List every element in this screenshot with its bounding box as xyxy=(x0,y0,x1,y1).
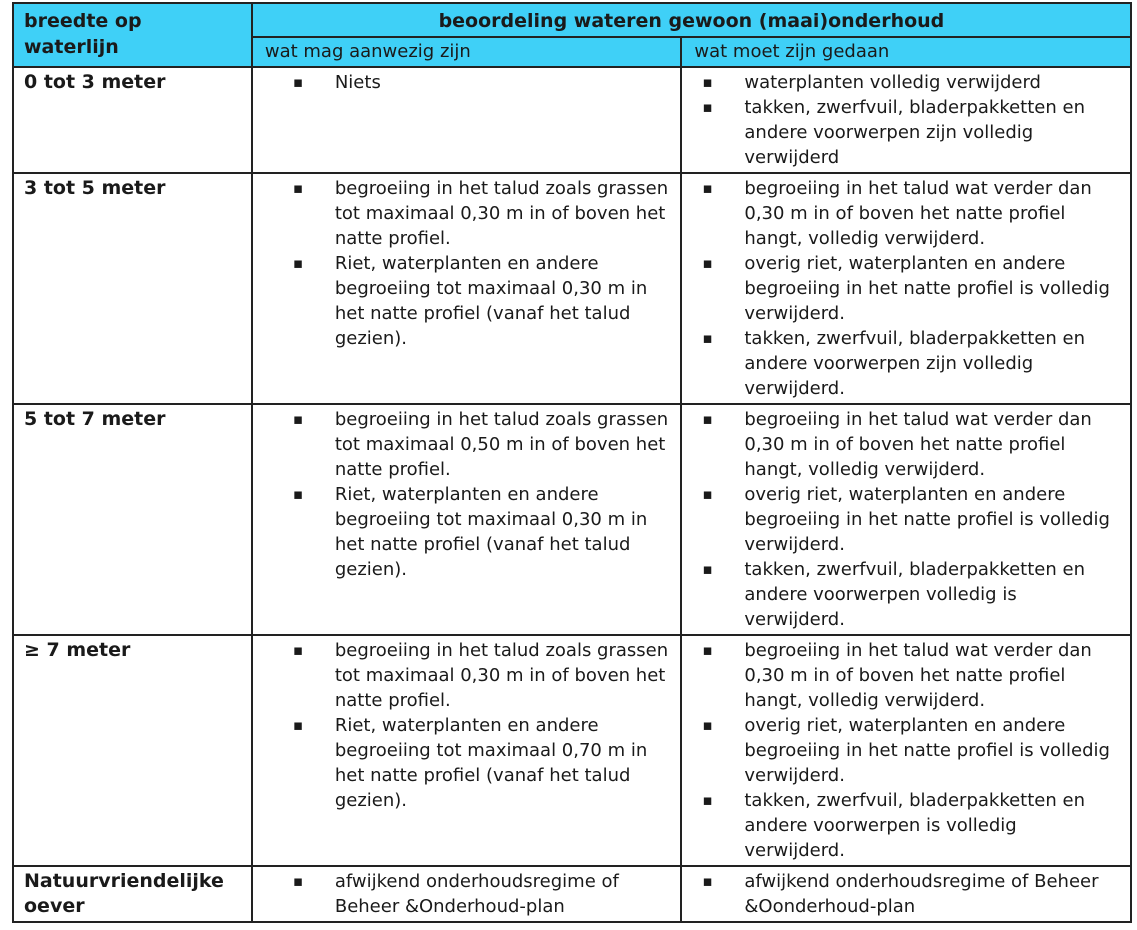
list-item xyxy=(253,70,681,95)
list-item-text: waterplanten volledig verwijderd xyxy=(744,72,1041,93)
list-item xyxy=(682,251,1130,326)
list-item xyxy=(682,788,1130,863)
list-item-text: begroeiing in het talud zoals grassen tot maximaal 0,30 m in of boven het natte profiel. xyxy=(334,640,669,711)
square-bullet-icon: ▪ xyxy=(702,716,713,734)
bullet-list xyxy=(253,405,681,584)
square-bullet-icon: ▪ xyxy=(292,872,304,890)
allowed-cell xyxy=(252,67,682,173)
list-item xyxy=(253,251,681,351)
allowed-cell xyxy=(252,173,682,404)
list-item xyxy=(253,407,681,482)
maintenance-assessment-table xyxy=(12,2,1132,923)
list-item-text: takken, zwerfvuil, bladerpakketten en andere voorwerpen is volledig verwijderd. xyxy=(744,790,1085,861)
list-item xyxy=(253,869,681,919)
required-cell xyxy=(681,173,1131,404)
list-item-text: begroeiing in het talud wat verder dan 0,30 m in of boven het natte profiel hangt, volledig verwijderd. xyxy=(744,409,1092,480)
square-bullet-icon: ▪ xyxy=(292,485,304,503)
list-item xyxy=(682,638,1130,713)
list-item xyxy=(682,326,1130,401)
bullet-list xyxy=(682,867,1130,921)
list-item-text: afwijkend onderhoudsregime of Beheer &Oonderhoud-plan xyxy=(744,871,1099,917)
list-item-text: overig riet, waterplanten en andere begroeiing in het natte profiel is volledig verwijderd. xyxy=(744,715,1110,786)
list-item-text: takken, zwerfvuil, bladerpakketten en andere voorwerpen zijn volledig verwijderd. xyxy=(744,328,1085,399)
square-bullet-icon: ▪ xyxy=(702,641,713,659)
list-item-text: begroeiing in het talud wat verder dan 0,30 m in of boven het natte profiel hangt, volledig verwijderd. xyxy=(744,178,1092,249)
list-item xyxy=(682,407,1130,482)
required-cell xyxy=(681,635,1131,866)
square-bullet-icon: ▪ xyxy=(292,179,304,197)
square-bullet-icon: ▪ xyxy=(702,254,713,272)
list-item xyxy=(253,176,681,251)
square-bullet-icon: ▪ xyxy=(702,560,713,578)
list-item-text: overig riet, waterplanten en andere begroeiing in het natte profiel is volledig verwijderd. xyxy=(744,484,1110,555)
allowed-cell xyxy=(252,635,682,866)
bullet-list xyxy=(253,867,681,921)
square-bullet-icon: ▪ xyxy=(292,641,304,659)
table-row xyxy=(13,173,1131,404)
list-item-text: Riet, waterplanten en andere begroeiing tot maximaal 0,30 m in het natte profiel (vanaf het talud gezien). xyxy=(334,253,648,349)
bullet-list xyxy=(253,68,681,97)
list-item xyxy=(682,557,1130,632)
square-bullet-icon: ▪ xyxy=(702,485,713,503)
allowed-cell xyxy=(252,866,682,922)
row-label-width: ≥ 7 meter xyxy=(13,635,252,866)
table-row xyxy=(13,404,1131,635)
list-item xyxy=(253,482,681,582)
bullet-list xyxy=(682,636,1130,865)
list-item-text: Niets xyxy=(334,72,381,93)
required-cell xyxy=(681,404,1131,635)
maintenance-table-container xyxy=(12,2,1132,923)
subheader-required: wat moet zijn gedaan xyxy=(681,37,1131,67)
bullet-list xyxy=(682,405,1130,634)
list-item xyxy=(682,176,1130,251)
table-title: beoordeling wateren gewoon (maai)onderhoud xyxy=(252,3,1131,37)
list-item xyxy=(682,70,1130,95)
square-bullet-icon: ▪ xyxy=(702,179,713,197)
square-bullet-icon: ▪ xyxy=(702,98,713,116)
square-bullet-icon: ▪ xyxy=(292,716,304,734)
table-row xyxy=(13,67,1131,173)
subheader-allowed: wat mag aanwezig zijn xyxy=(252,37,682,67)
allowed-cell xyxy=(252,404,682,635)
square-bullet-icon: ▪ xyxy=(702,329,713,347)
list-item xyxy=(682,482,1130,557)
list-item-text: Riet, waterplanten en andere begroeiing tot maximaal 0,70 m in het natte profiel (vanaf het talud gezien). xyxy=(334,715,648,811)
row-label-width: Natuurvriendelijke oever xyxy=(13,866,252,922)
list-item xyxy=(682,869,1130,919)
required-cell xyxy=(681,67,1131,173)
square-bullet-icon: ▪ xyxy=(702,791,713,809)
list-item xyxy=(253,713,681,813)
list-item xyxy=(682,95,1130,170)
list-item xyxy=(682,713,1130,788)
list-item xyxy=(253,638,681,713)
square-bullet-icon: ▪ xyxy=(292,410,304,428)
list-item-text: overig riet, waterplanten en andere begroeiing in het natte profiel is volledig verwijderd. xyxy=(744,253,1110,324)
column-header-width: breedte op waterlijn xyxy=(13,3,252,67)
square-bullet-icon: ▪ xyxy=(702,410,713,428)
row-label-width: 0 tot 3 meter xyxy=(13,67,252,173)
table-row xyxy=(13,866,1131,922)
list-item-text: begroeiing in het talud zoals grassen tot maximaal 0,50 m in of boven het natte profiel. xyxy=(334,409,669,480)
square-bullet-icon: ▪ xyxy=(292,254,304,272)
list-item-text: takken, zwerfvuil, bladerpakketten en andere voorwerpen zijn volledig verwijderd xyxy=(744,97,1085,168)
bullet-list xyxy=(253,636,681,815)
list-item-text: takken, zwerfvuil, bladerpakketten en andere voorwerpen volledig is verwijderd. xyxy=(744,559,1085,630)
square-bullet-icon: ▪ xyxy=(702,872,713,890)
bullet-list xyxy=(682,174,1130,403)
required-cell xyxy=(681,866,1131,922)
row-label-width: 5 tot 7 meter xyxy=(13,404,252,635)
table-row xyxy=(13,635,1131,866)
list-item-text: afwijkend onderhoudsregime of Beheer &Onderhoud-plan xyxy=(334,871,619,917)
bullet-list xyxy=(682,68,1130,172)
list-item-text: begroeiing in het talud zoals grassen tot maximaal 0,30 m in of boven het natte profiel. xyxy=(334,178,669,249)
square-bullet-icon: ▪ xyxy=(702,73,713,91)
row-label-width: 3 tot 5 meter xyxy=(13,173,252,404)
list-item-text: begroeiing in het talud wat verder dan 0,30 m in of boven het natte profiel hangt, volledig verwijderd. xyxy=(744,640,1092,711)
list-item-text: Riet, waterplanten en andere begroeiing tot maximaal 0,30 m in het natte profiel (vanaf het talud gezien). xyxy=(334,484,648,580)
square-bullet-icon: ▪ xyxy=(292,73,304,91)
bullet-list xyxy=(253,174,681,353)
